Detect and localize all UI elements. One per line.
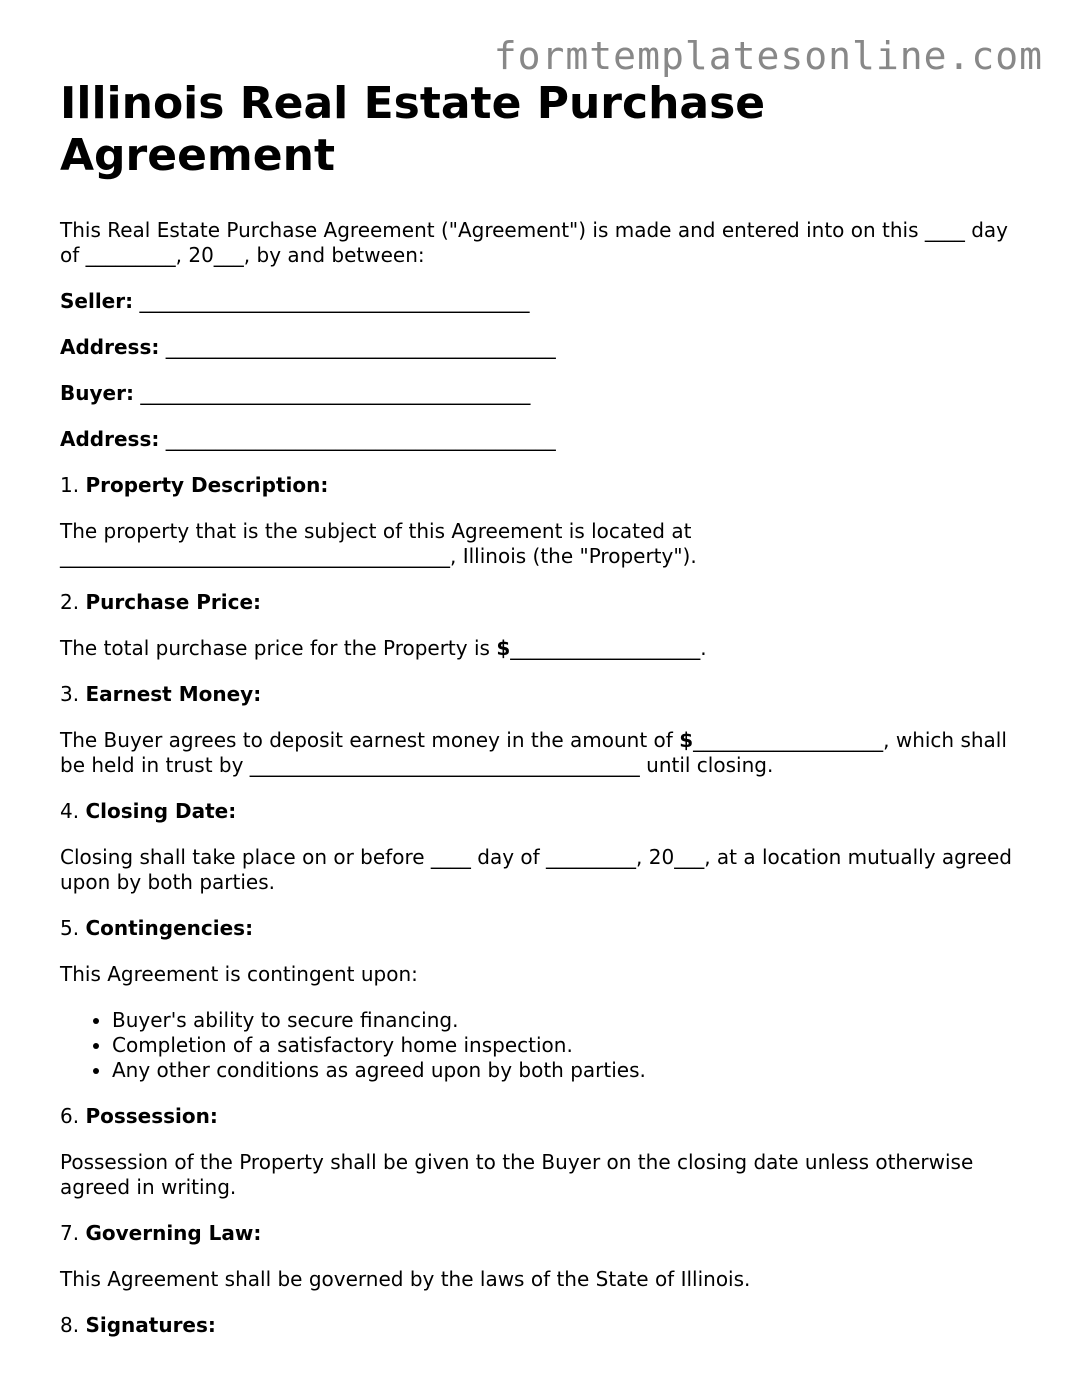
seller-address-label: Address: <box>60 335 160 359</box>
section-title: Property Description: <box>85 473 329 497</box>
section-number: 6. <box>60 1104 80 1128</box>
list-item: • Buyer's ability to secure financing. <box>112 1008 1020 1033</box>
section-number: 4. <box>60 799 80 823</box>
intro-paragraph: This Real Estate Purchase Agreement ("Agreement") is made and entered into on this ____ day of _________, 20___, by and between: <box>60 218 1009 267</box>
property-description-text <box>60 519 1020 569</box>
document-page <box>60 78 1020 1338</box>
list-item: • Any other conditions as agreed upon by both parties. <box>112 1058 1020 1083</box>
section-title: Possession: <box>85 1104 218 1128</box>
section-number: 1. <box>60 473 80 497</box>
buyer-label: Buyer: <box>60 381 134 405</box>
section-heading-purchase-price <box>60 590 1020 615</box>
governing-law-text: This Agreement shall be governed by the laws of the State of Illinois. <box>60 1267 751 1291</box>
earnest-money-text <box>60 728 1020 778</box>
section-number: 5. <box>60 916 80 940</box>
possession-text: Possession of the Property shall be given to the Buyer on the closing date unless otherwise agreed in writing. <box>60 1150 974 1199</box>
buyer-address-field <box>60 427 1020 452</box>
section-title: Closing Date: <box>85 799 237 823</box>
section-heading-property-description <box>60 473 1020 498</box>
section-number: 7. <box>60 1221 80 1245</box>
seller-field <box>60 289 1020 314</box>
purchase-price-blank: ___________________. <box>510 636 707 660</box>
seller-address-blank: _______________________________________ <box>165 335 556 359</box>
section-heading-signatures <box>60 1313 1020 1338</box>
section-title: Governing Law: <box>85 1221 262 1245</box>
section-heading-governing-law <box>60 1221 1020 1246</box>
dollar-sign: $ <box>679 728 694 752</box>
section-heading-earnest-money <box>60 682 1020 707</box>
section-number: 2. <box>60 590 80 614</box>
seller-address-field <box>60 335 1020 360</box>
section-title: Earnest Money: <box>85 682 262 706</box>
watermark: formtemplatesonline.com <box>493 34 1043 78</box>
list-item: • Completion of a satisfactory home inspection. <box>112 1033 1020 1058</box>
property-description-line-1: The property that is the subject of this Agreement is located at <box>60 519 692 543</box>
closing-date-text: Closing shall take place on or before ____ day of _________, 20___, at a location mutually agreed upon by both parties. <box>60 845 1012 894</box>
section-title: Signatures: <box>85 1313 216 1337</box>
section-title: Purchase Price: <box>85 590 262 614</box>
buyer-field <box>60 381 1020 406</box>
buyer-address-blank: _______________________________________ <box>165 427 556 451</box>
seller-label: Seller: <box>60 289 134 313</box>
section-heading-closing-date <box>60 799 1020 824</box>
section-number: 3. <box>60 682 80 706</box>
section-title: Contingencies: <box>85 916 254 940</box>
earnest-money-rest: ___________________, which shall be held in trust by _______________________________________ until closing. <box>60 728 1007 777</box>
property-description-line-2: _______________________________________, Illinois (the "Property"). <box>60 544 697 568</box>
dollar-sign: $ <box>496 636 511 660</box>
contingencies-text: This Agreement is contingent upon: <box>60 962 418 986</box>
buyer-blank: _______________________________________ <box>140 381 531 405</box>
purchase-price-lead: The total purchase price for the Property is <box>60 636 497 660</box>
contingencies-list <box>60 1008 1020 1083</box>
section-heading-contingencies <box>60 916 1020 941</box>
section-number: 8. <box>60 1313 80 1337</box>
buyer-address-label: Address: <box>60 427 160 451</box>
seller-blank: _______________________________________ <box>139 289 530 313</box>
purchase-price-text <box>60 636 1020 661</box>
earnest-money-lead: The Buyer agrees to deposit earnest money in the amount of <box>60 728 680 752</box>
page-title: Illinois Real Estate Purchase Agreement <box>60 78 766 181</box>
section-heading-possession <box>60 1104 1020 1129</box>
